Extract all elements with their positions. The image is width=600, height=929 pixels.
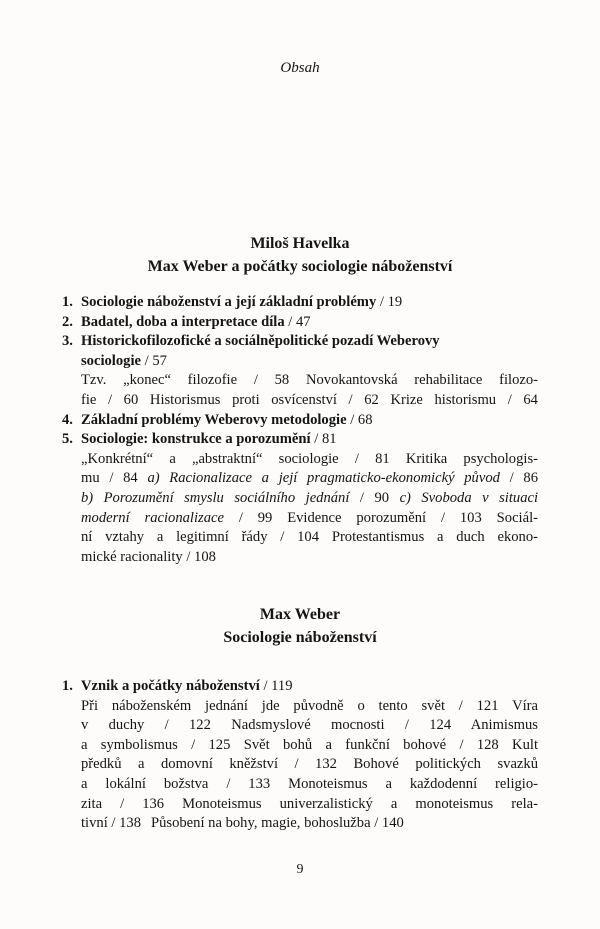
entry-page: / 119 <box>259 678 293 694</box>
entry-page: / 68 <box>346 411 373 428</box>
subentry-italic: a) Racionalizace a její pragmaticko-ekonomický původ <box>147 470 500 487</box>
toc-entry <box>62 411 538 431</box>
subentry: Víra <box>512 697 538 714</box>
page-number: 9 <box>296 862 304 877</box>
subentry-line <box>62 371 538 391</box>
entry-number: 5. <box>62 431 73 448</box>
entry-title: Historickofilozofické a sociálněpolitické pozadí Weberovy <box>81 333 440 350</box>
toc-entry <box>62 293 538 313</box>
entry-title: Sociologie: konstrukce a porozumění <box>81 431 311 448</box>
subentry-line <box>62 775 538 795</box>
entry-number: 4. <box>62 411 73 428</box>
subentry-page: / 90 <box>349 489 390 506</box>
subentry: Při náboženském jednání jde původně o tento svět / 121 <box>81 697 499 714</box>
subentry-line <box>62 697 538 717</box>
subentry: zita / 136 <box>81 795 165 812</box>
subentry: mické racionality / 108 <box>81 548 216 565</box>
part2-title: Sociologie náboženství <box>223 629 377 646</box>
subentry-line <box>62 391 538 411</box>
toc-part1 <box>62 293 538 567</box>
subentry-line <box>62 450 538 470</box>
subentry: a lokální božstva / 133 <box>81 775 271 792</box>
subentry-page: / 86 <box>499 470 538 487</box>
subentry: a symbolismus / 125 <box>81 736 231 753</box>
subentry: Kritika psychologis- <box>405 450 538 467</box>
part1-author: Miloš Havelka <box>250 235 350 252</box>
subentry-italic: b) Porozumění smyslu sociálního jednání <box>81 489 350 506</box>
subentry: fie / 60 <box>81 391 139 408</box>
subentry: Historismus proti osvícenství / 62 <box>149 391 379 408</box>
toc-entry <box>62 430 538 450</box>
subentry: Monoteismus a každodenní religio- <box>288 775 539 792</box>
subentry: Monoteismus univerzalistický a monoteismus rela- <box>182 795 538 812</box>
subentry: Nadsmyslové mocnosti / 124 <box>231 717 452 734</box>
subentry: „Konkrétní“ a „abstraktní“ sociologie / 81 <box>81 450 390 467</box>
subentry: Sociál- <box>496 509 538 526</box>
running-head: Obsah <box>280 60 320 76</box>
subentry-line <box>62 795 538 815</box>
entry-page: / 81 <box>310 431 337 448</box>
part2-author: Max Weber <box>259 606 341 623</box>
subentry: Tzv. „konec“ filozofie / 58 <box>81 372 290 389</box>
subentry: Protestantismus a duch ekono- <box>331 529 538 546</box>
entry-title: Vznik a počátky náboženství <box>81 678 260 694</box>
toc-entry <box>62 313 538 333</box>
entry-number: 2. <box>62 313 73 330</box>
subentry-line <box>62 509 538 529</box>
entry-page: / 57 <box>141 352 167 369</box>
subentry-line <box>62 489 538 509</box>
subentry-line <box>62 528 538 548</box>
entry-title: Základní problémy Weberovy metodologie <box>81 411 347 428</box>
subentry-line <box>62 755 538 775</box>
entry-title: Badatel, doba a interpretace díla <box>81 313 285 330</box>
entry-number: 3. <box>62 333 73 350</box>
subentry: mu / 84 <box>81 470 138 487</box>
subentry: Svět bohů a funkční bohové / 128 <box>243 736 499 753</box>
subentry-page: / 99 <box>223 509 273 526</box>
toc-entry <box>62 332 538 371</box>
entry-page: / 47 <box>284 313 311 330</box>
subentry-line <box>62 716 538 736</box>
part1-title: Max Weber a počátky sociologie náboženství <box>147 258 453 275</box>
subentry-italic: moderní racionalizace <box>81 509 224 526</box>
subentry: Bohové politických svazků <box>353 756 538 773</box>
entry-page: / 19 <box>376 294 403 310</box>
entry-title: Sociologie náboženství a její základní problémy <box>81 294 377 310</box>
subentry: ní vztahy a legitimní řády / 104 <box>81 529 320 546</box>
subentry-line <box>62 736 538 756</box>
subentry: v duchy / 122 <box>81 717 211 734</box>
subentry-italic: c) Svoboda v situaci <box>399 489 539 506</box>
subentry: předků a domovní kněžství / 132 <box>81 756 337 773</box>
subentry: Animismus <box>470 717 538 734</box>
subentry-line <box>62 548 538 568</box>
toc-entry <box>62 677 538 697</box>
subentry: Kult <box>512 736 538 753</box>
subentry: Krize historismu / 64 <box>390 391 538 408</box>
subentry: Působení na bohy, magie, bohoslužba / 140 <box>151 815 404 832</box>
entry-title-cont: sociologie <box>81 352 141 369</box>
subentry: Novokantovská rehabilitace filozo- <box>305 372 539 389</box>
toc-part2 <box>62 677 538 834</box>
entry-number: 1. <box>62 678 73 694</box>
subentry: Evidence porozumění / 103 <box>287 509 482 526</box>
subentry-line <box>62 469 538 489</box>
subentry: tivní / 138 <box>81 815 141 832</box>
subentry-line <box>62 814 538 834</box>
entry-number: 1. <box>62 294 73 310</box>
